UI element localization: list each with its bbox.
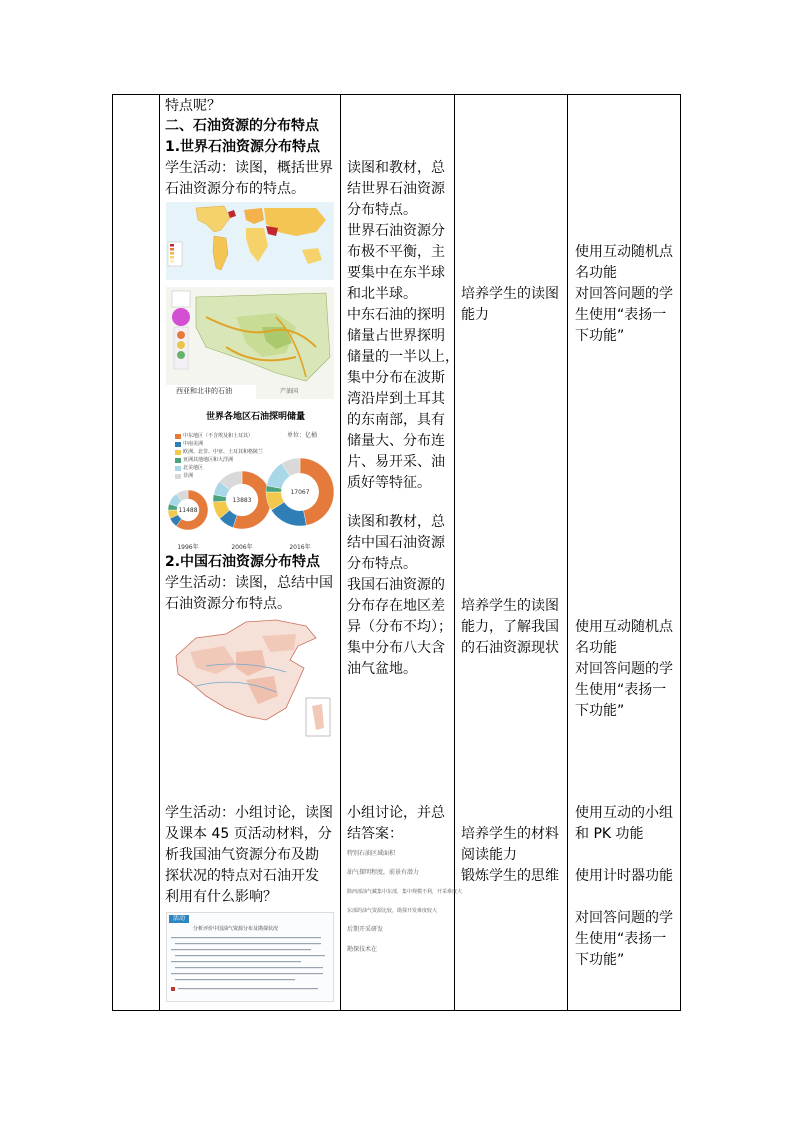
col5-c1-line1: 使用互动的小组 [575, 805, 673, 821]
col5-c3-line2: 生使用“表扬一 [575, 931, 667, 947]
donut-year-label: 2016年 [289, 544, 311, 551]
activity3-line5: 利用有什么影响？ [165, 889, 277, 905]
donut-total-label: 13883 [232, 497, 252, 504]
col5-a-line4: 生使用“表扬一 [575, 307, 667, 323]
donut-year-label: 1996年 [177, 544, 199, 551]
activity3-line1: 学生活动：小组讨论，读图 [165, 805, 333, 821]
col5-c2-line1: 使用计时器功能 [575, 868, 673, 884]
col5-a-line5: 下功能” [575, 328, 625, 344]
answer-note-4: 东部的油气资源比较，勘探开发难度较大 [347, 908, 438, 914]
col3-a-line1: 读图和教材，总 [347, 160, 445, 176]
activity-text-lines [171, 935, 329, 997]
col4-a-line1: 培养学生的读图 [461, 286, 559, 302]
col3-a-line7: 和北半球。 [347, 286, 417, 302]
col5-c3-line3: 下功能” [575, 952, 625, 968]
col5-b-line1: 使用互动随机点 [575, 619, 673, 635]
activity2-line1: 学生活动：读图，总结中国 [165, 575, 333, 591]
col3-a-line3: 分布特点。 [347, 202, 417, 218]
activity2-line2: 石油资源分布特点。 [165, 596, 291, 612]
world-oil-map [166, 202, 334, 280]
section-title: 二、石油资源的分布特点 [165, 118, 319, 134]
legend-label: 亚洲其他地区和大洋洲 [183, 457, 234, 463]
activity1-line2: 石油资源分布的特点。 [165, 181, 305, 197]
col3-c-line1: 小组讨论，并总 [347, 805, 445, 821]
china-oil-basin-map [166, 616, 334, 740]
activity3-line3: 析我国油气资源分布及勘 [165, 847, 319, 863]
col4-a-line2: 能力 [461, 307, 489, 323]
table-divider-3 [454, 94, 455, 1011]
col3-b-line2: 结中国石油资源 [347, 535, 445, 551]
col4-c-line2: 阅读能力 [461, 847, 517, 863]
answer-note-1: 特别石油区域面积 [347, 850, 396, 857]
col3-a-line8: 中东石油的探明 [347, 307, 445, 323]
donut-total-label: 17067 [290, 489, 310, 496]
mideast-legend: 产油国 [280, 388, 299, 395]
answer-note-6: 勘探技术在 [347, 946, 378, 953]
col4-b-line1: 培养学生的读图 [461, 598, 559, 614]
pie-chart-title: 世界各地区石油探明储量 [206, 412, 306, 422]
activity-material-box [166, 912, 334, 1002]
col3-a-line14: 储量大、分布连 [347, 433, 445, 449]
col5-b-line2: 名功能 [575, 640, 617, 656]
col5-a-line1: 使用互动随机点 [575, 244, 673, 260]
legend-label: 非洲 [183, 473, 194, 479]
col5-a-line3: 对回答问题的学 [575, 286, 673, 302]
col3-b-line4: 我国石油资源的 [347, 577, 445, 593]
legend-swatch [175, 442, 181, 447]
col4-c-line1: 培养学生的材料 [461, 826, 559, 842]
col5-c3-line1: 对回答问题的学 [575, 910, 673, 926]
col3-a-line4: 世界石油资源分 [347, 223, 445, 239]
col4-c-line3: 锻炼学生的思维 [461, 868, 559, 884]
table-border-bottom [112, 1010, 681, 1011]
col3-b-line1: 读图和教材，总 [347, 514, 445, 530]
answer-note-3: 除西部油气藏集中东部，集中规模不利，开采难度大 [347, 889, 463, 895]
col3-b-line6: 异（分布不均）； [347, 619, 452, 635]
donut-total-label: 11488 [178, 507, 198, 514]
col3-b-line8: 油气盆地。 [347, 661, 417, 677]
activity-box-title: 分析评价中国油气资源分布及勘探状况 [193, 926, 279, 932]
col3-a-line2: 结世界石油资源 [347, 181, 445, 197]
col3-a-line9: 储量占世界探明 [347, 328, 445, 344]
col3-b-line7: 集中分布八大含 [347, 640, 445, 656]
mideast-oil-map [166, 287, 334, 399]
intro-tail: 特点呢？ [165, 98, 221, 114]
activity-tag: 活动 [169, 915, 189, 923]
col3-b-line3: 分布特点。 [347, 556, 417, 572]
col4-b-line3: 的石油资源现状 [461, 640, 559, 656]
legend-label: 中南美洲 [183, 441, 204, 447]
col5-b-line5: 下功能” [575, 703, 625, 719]
oil-reserve-donut-charts [166, 448, 336, 552]
table-divider-2 [340, 94, 341, 1011]
col3-a-line6: 要集中在东半球 [347, 265, 445, 281]
col4-b-line2: 能力，了解我国 [461, 619, 559, 635]
col5-c1-line2: 和 PK 功能 [575, 826, 644, 842]
col5-b-line3: 对回答问题的学 [575, 661, 673, 677]
legend-swatch [175, 434, 181, 439]
col3-a-line16: 质好等特征。 [347, 475, 431, 491]
legend-label: 北美地区 [183, 465, 204, 471]
legend-label: 欧洲、北非、中亚、土耳其和格陵兰 [183, 449, 264, 455]
activity1-line1: 学生活动：读图，概括世界 [165, 160, 333, 176]
col3-b-line5: 分布存在地区差 [347, 598, 445, 614]
mideast-caption: 西亚和北非的石油 [176, 387, 232, 395]
table-divider-4 [567, 94, 568, 1011]
col5-b-line4: 生使用“表扬一 [575, 682, 667, 698]
answer-note-5: 后期开采研发 [347, 926, 384, 933]
col3-a-line11: 集中分布在波斯 [347, 370, 445, 386]
sub1-title: 1.世界石油资源分布特点 [165, 139, 321, 155]
col3-a-line13: 的东南部，具有 [347, 412, 445, 428]
col3-a-line5: 布极不平衡，主 [347, 244, 445, 260]
col3-a-line12: 湾沿岸到土耳其 [347, 391, 445, 407]
table-border-right [680, 94, 681, 1011]
activity3-line4: 探状况的特点对石油开发 [165, 868, 319, 884]
col3-a-line10: 储量的一半以上， [347, 349, 459, 365]
col5-a-line2: 名功能 [575, 265, 617, 281]
activity3-line2: 及课本 45 页活动材料，分 [165, 826, 332, 842]
legend-label: 中东地区（不含埃及和土耳其） [183, 433, 254, 439]
donut-year-label: 2006年 [231, 544, 253, 551]
pie-chart-unit: 单位：亿桶 [287, 432, 318, 439]
table-border-left [112, 94, 113, 1011]
table-divider-1 [159, 94, 160, 1011]
answer-note-2: 油气探明程度，前景有潜力 [347, 869, 420, 876]
table-border-top [112, 94, 681, 95]
col3-c-line2: 结答案： [347, 826, 403, 842]
sub2-title: 2.中国石油资源分布特点 [165, 554, 321, 570]
col3-a-line15: 片、易开采、油 [347, 454, 445, 470]
